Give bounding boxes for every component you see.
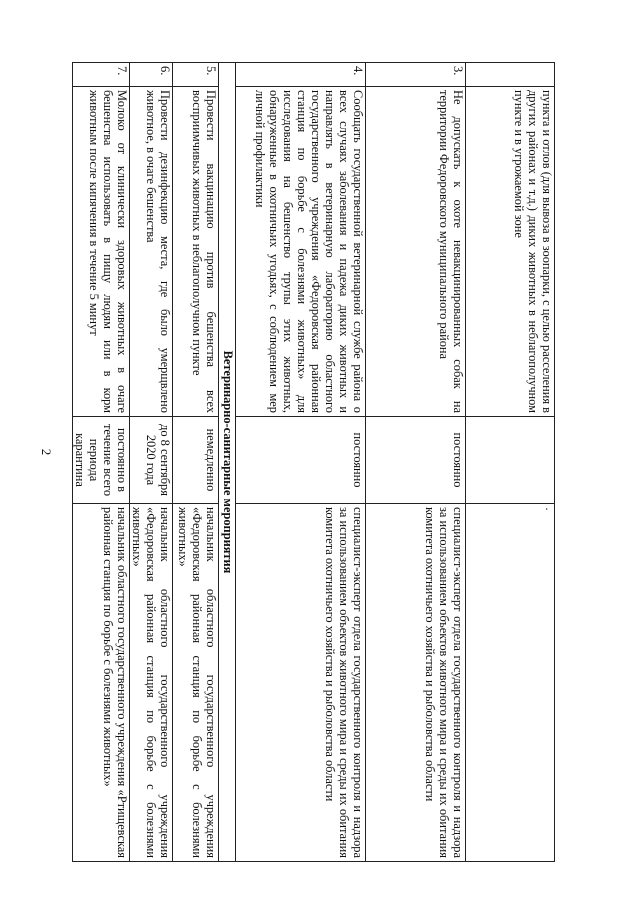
- responsible-cell: [466, 504, 555, 862]
- row-number: 3.: [366, 63, 466, 87]
- rotated-page-content: [73, 62, 555, 862]
- section-title: Ветеринарно-санитарные мероприятия: [219, 63, 236, 862]
- page-number: 2: [39, 448, 54, 456]
- term-cell: постоянно в течение всего периода карантина: [73, 417, 130, 504]
- table-row: [130, 63, 173, 862]
- table-row: [236, 63, 366, 862]
- term-cell: постоянно: [236, 417, 366, 504]
- section-header-row: [219, 63, 236, 862]
- table-row: [466, 63, 555, 862]
- row-number: [466, 63, 555, 87]
- responsible-cell: начальник областного государственного учреждения «Ртищевская районная станция по борьбе с болезнями животных»: [73, 504, 130, 862]
- event-cell: Провести дезинфекцию места, где было умерщвлено животное, в очаге бешенства: [130, 87, 173, 417]
- table-row: [73, 63, 130, 862]
- stray-mark: ·: [540, 507, 554, 511]
- row-number: 7.: [73, 63, 130, 87]
- row-number: 6.: [130, 63, 173, 87]
- term-cell: [466, 417, 555, 504]
- measures-table: [72, 62, 555, 862]
- table-row: [366, 63, 466, 862]
- event-cell: Молоко от клинически здоровых животных в очаге бешенства использовать в пищу людям или в корм животным после кипячения в течение 5 минут: [73, 87, 130, 417]
- term-cell: немедленно: [173, 417, 219, 504]
- event-cell: Провести вакцинацию против бешенства всех восприимчивых животных в неблагополучном пункте: [173, 87, 219, 417]
- row-number: 4.: [236, 63, 366, 87]
- row-number: 5.: [173, 63, 219, 87]
- event-cell: Сообщать государственной ветеринарной службе района о всех случаях заболевания и падежа диких животных и направлять в ветеринарную лабораторию областного государственного учреждения «Федоровская районная станция по борьбе с болезнями животных» для исследования на бешенство трупы этих животных, обнаруженные в охотничьих угодьях, с соблюдением мер личной профилактики: [236, 87, 366, 417]
- event-cell: Не допускать к охоте невакцинированных собак на территории Федоровского муниципального района: [366, 87, 466, 417]
- responsible-cell: начальник областного государственного учреждения «Федоровская районная станция по борьбе с болезнями животных»: [173, 504, 219, 862]
- event-cell: пункта и отлов (для вывоза в зоопарки, с целью расселения в других районах и т.д.) диких животных в неблагополучном пункте и в угрожаемой зоне: [466, 87, 555, 417]
- responsible-cell: специалист-эксперт отдела государственного контроля и надзора за использованием объектов животного мира и среды их обитания комитета охотничьего хозяйства и рыболовства области: [366, 504, 466, 862]
- responsible-cell: начальник областного государственного учреждения «Федоровская районная станция по борьбе с болезнями животных»: [130, 504, 173, 862]
- term-cell: постоянно: [366, 417, 466, 504]
- term-cell: до 8 сентября 2020 года: [130, 417, 173, 504]
- responsible-cell: специалист-эксперт отдела государственного контроля и надзора за использованием объектов животного мира и среды их обитания комитета охотничьего хозяйства и рыболовства области: [236, 504, 366, 862]
- table-row: [173, 63, 219, 862]
